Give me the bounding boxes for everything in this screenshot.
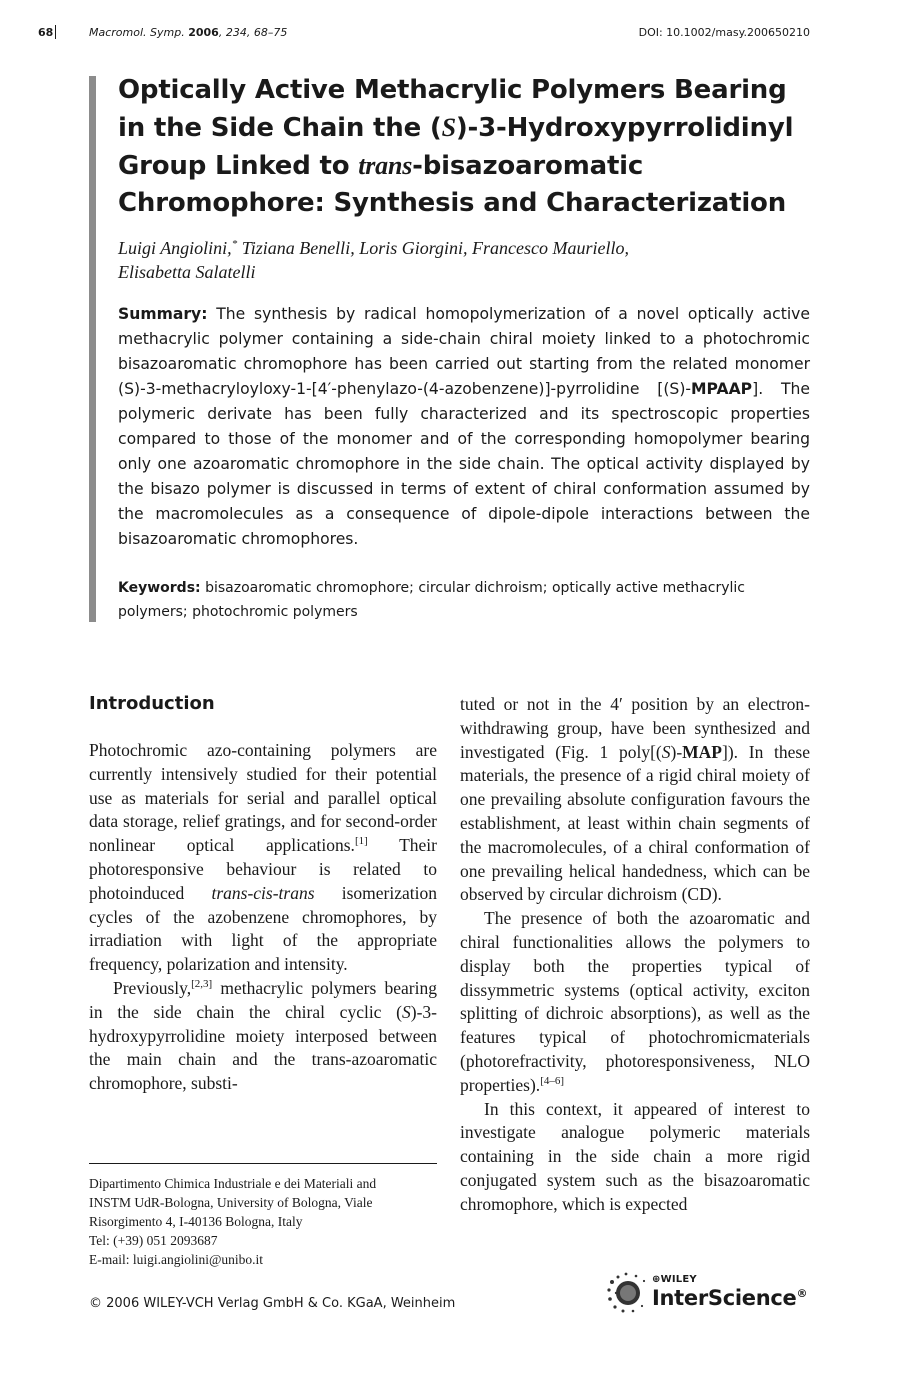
copyright-notice: © 2006 WILEY-VCH Verlag GmbH & Co. KGaA, Weinheim: [89, 1296, 456, 1311]
interscience-wordmark: InterScience®: [652, 1286, 808, 1310]
wiley-globe-dots-icon: [606, 1272, 650, 1314]
doi: DOI: 10.1002/masy.200650210: [638, 26, 810, 39]
footnote-rule: [89, 1163, 437, 1164]
affiliation-footnote: Dipartimento Chimica Industriale e dei Materiali and INSTM UdR-Bologna, University of Bologna, Viale Risorgimento 4, I-40136 Bologna, Italy Tel: (+39) 051 2093687 E-mail: luigi.angiolini@unibo.it: [89, 1174, 437, 1269]
keywords: [118, 576, 810, 624]
citation: [1]: [354, 835, 368, 848]
abstract: Summary: The synthesis by radical homopolymerization of a novel optically active methacrylic polymer containing a side-chain chiral moiety linked to a photochromic bisazoaromatic chromophore has been carried out starting from the related monomer (S)-3-methacryloyloxy-1-[4′-phenylazo-(4-azobenzene)]-pyrrolidine [(S)-MPAAP]. The polymeric derivate has been fully characterized and its spectroscopic properties compared to those of the monomer and of the corresponding homopolymer bearing only one azoaromatic chromophore in the side chain. The optical activity displayed by the bisazo polymer is discussed in terms of extent of chiral conformation assumed by the macromolecules as a consequence of dipole-dipole interactions between the bisazoaromatic chromophores.: [118, 305, 810, 548]
abstract-label: Summary:: [118, 305, 208, 323]
journal-name: Macromol. Symp.: [89, 26, 185, 39]
author-rest: Tiziana Benelli, Loris Giorgini, Francesco Mauriello,: [237, 238, 630, 258]
intro-paragraph-2-cont: tuted or not in the 4′ position by an electron-withdrawing group, have been synthesized and investigated (Fig. 1 poly[(S)-MAP]). In these materials, the presence of a rigid chiral moiety of one prevailing absolute configuration favours the establishment, at least within chain segments of the macromolecules, of a chiral conformation of one prevailing helical handedness, which can be observed by circular dichroism (CD).: [460, 694, 810, 905]
citation: [2,3]: [191, 978, 213, 991]
wiley-interscience-logo: [606, 1268, 816, 1316]
intro-paragraph-3: The presence of both the azoaromatic and chiral functionalities allows the polymers to display both the properties typical of dissymmetric systems (optical activity, exciton splitting of dichroic absorptions), as well as the features typical of photochromicmaterials (photorefractivity, photoresponsiveness, NLO properties).[4–6]: [460, 908, 810, 1095]
email: E-mail: luigi.angiolini@unibo.it: [89, 1252, 264, 1267]
author-last: Elisabetta Salatelli: [118, 262, 256, 282]
keywords-text: bisazoaromatic chromophore; circular dichroism; optically active methacrylic polymers; photochromic polymers: [118, 580, 745, 620]
right-column: [460, 693, 810, 1217]
journal-volume-pages: , 234, 68–75: [218, 26, 288, 39]
wiley-wordmark: ⊕WILEY: [652, 1274, 697, 1285]
keywords-label: Keywords:: [118, 580, 201, 596]
intro-paragraph-2-start: Previously,[2,3] methacrylic polymers bearing in the side chain the chiral cyclic (S)-3-hydroxypyrrolidine moiety interposed between the main chain and the trans-azoaromatic chromophore, substi-: [89, 977, 437, 1094]
monomer-name: MPAAP: [691, 380, 753, 398]
running-header: [38, 26, 810, 42]
author-first: Luigi Angiolini,: [118, 238, 232, 258]
telephone: Tel: (+39) 051 2093687: [89, 1233, 218, 1248]
title-accent-bar: [89, 76, 96, 622]
intro-paragraph-1: Photochromic azo-containing polymers are currently intensively studied for their potential use as materials for serial and parallel optical data storage, relief gratings, and for second-order nonlinear optical applications.[1] Their photoresponsive behaviour is related to photoinduced trans-cis-trans isomerization cycles of the azobenzene chromophores, by irradiation with light of the appropriate frequency, polarization and intensity.: [89, 740, 437, 975]
polymer-name: MAP: [682, 741, 723, 762]
corresponding-author-mark: *: [231, 238, 238, 250]
section-heading-introduction: Introduction: [89, 693, 215, 714]
header-divider: [55, 25, 56, 39]
journal-year: 2006: [188, 26, 219, 39]
left-column: [89, 690, 437, 1096]
citation: [4–6]: [540, 1074, 565, 1087]
article-title: Optically Active Methacrylic Polymers Bearing in the Side Chain the (S)-3-Hydroxypyrrolidinyl Group Linked to trans-bisazoaromatic Chromophore: Synthesis and Characterization: [118, 75, 794, 218]
intro-paragraph-4: In this context, it appeared of interest to investigate analogue polymeric materials containing in the side chain a more rigid conjugated system such as the bisazoaromatic chromophore, which is expected: [460, 1098, 810, 1214]
journal-reference: [89, 26, 287, 39]
page-number: 68: [38, 26, 54, 39]
author-list: [118, 236, 818, 284]
